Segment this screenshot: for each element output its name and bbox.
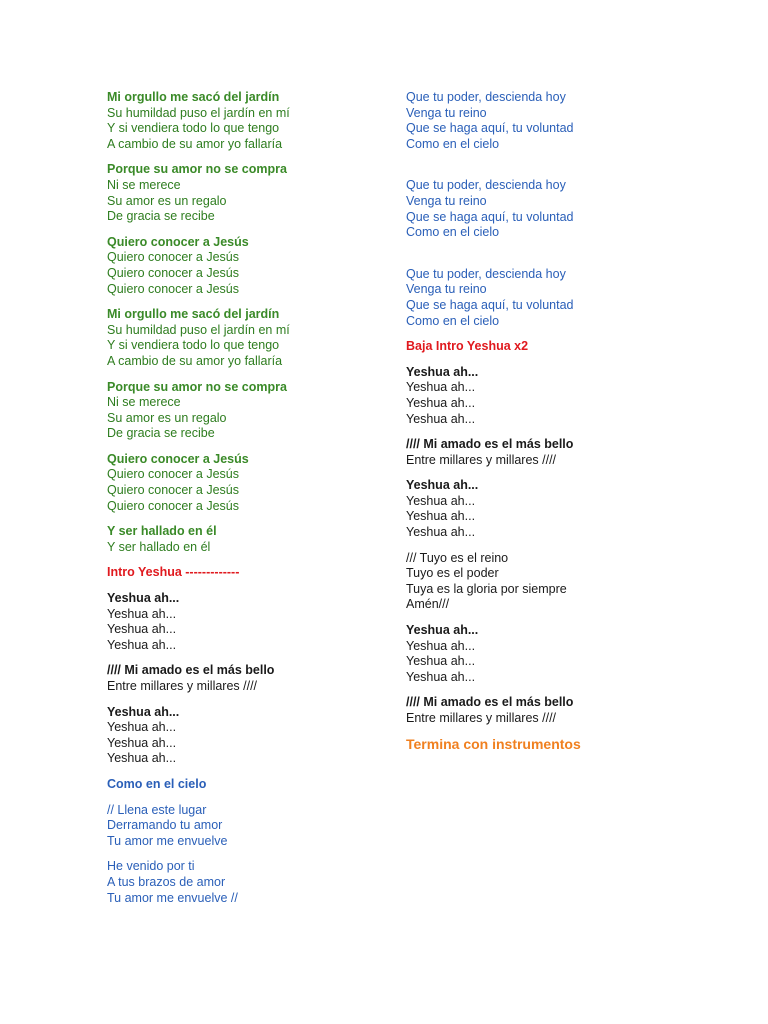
stanza-title: Mi orgullo me sacó del jardín (107, 90, 280, 104)
lyric-line: Quiero conocer a Jesús (107, 281, 240, 296)
stanza-title: Porque su amor no se compra (107, 379, 287, 394)
lyric-line: Yeshua ah... (107, 720, 177, 735)
lyric-line: Yeshua ah... (406, 411, 476, 426)
lyric-line: Quiero conocer a Jesús (107, 498, 240, 513)
lyric-line: De gracia se recibe (107, 426, 215, 441)
stanza-title: Quiero conocer a Jesús (107, 451, 249, 466)
stanza-poder-3 (406, 267, 706, 329)
stanza-title: Quiero conocer a Jesús (107, 234, 249, 249)
lyric-line: Entre millares y millares //// (107, 679, 258, 693)
lyric-line: Yeshua ah... (406, 509, 476, 524)
lyric-line: Su humildad puso el jardín en mí (107, 322, 290, 337)
lyric-line: Que tu poder, descienda hoy (406, 266, 566, 281)
section-termina (406, 737, 706, 753)
lyric-line: De gracia se recibe (107, 209, 215, 224)
lyric-line: Venga tu reino (406, 105, 487, 120)
lyric-line: Yeshua ah... (406, 525, 476, 540)
stanza-orgullo-1 (107, 90, 377, 152)
section-title: Como en el cielo (107, 776, 207, 791)
stanza-orgullo-2 (107, 307, 377, 369)
stanza-tuyo-es-el-reino (406, 551, 706, 613)
lyric-line: Tu amor me envuelve // (107, 890, 238, 905)
lyric-line: Yeshua ah... (107, 637, 177, 652)
lyric-line: Yeshua ah... (406, 669, 476, 684)
section-title: Baja Intro Yeshua x2 (406, 339, 529, 354)
stanza-hallado (107, 524, 377, 555)
stanza-quiero-2 (107, 452, 377, 514)
section-baja-intro (406, 339, 706, 355)
lyric-line: Y si vendiera todo lo que tengo (107, 121, 280, 136)
lyric-line: Quiero conocer a Jesús (107, 467, 240, 482)
lyric-line: Quiero conocer a Jesús (107, 265, 240, 280)
lyric-line: Su amor es un regalo (107, 410, 227, 425)
lyric-line: Yeshua ah... (406, 493, 476, 508)
right-column (406, 90, 706, 752)
stanza-title: Yeshua ah... (107, 704, 180, 719)
lyric-line: Yeshua ah... (107, 622, 177, 637)
lyric-line: Y si vendiera todo lo que tengo (107, 338, 280, 353)
lyric-line: Su amor es un regalo (107, 193, 227, 208)
stanza-yeshua-r2 (406, 478, 706, 540)
lyric-line: Como en el cielo (406, 136, 500, 151)
section-title: Termina con instrumentos (406, 735, 581, 752)
lyric-line: Yeshua ah... (406, 654, 476, 669)
stanza-title (107, 663, 377, 679)
lyric-line: Tu amor me envuelve (107, 833, 228, 848)
lyric-line: Venga tu reino (406, 193, 487, 208)
section-como-en-el-cielo (107, 777, 377, 793)
stanza-yeshua-r1 (406, 365, 706, 427)
lyric-line: Yeshua ah... (107, 751, 177, 766)
lyric-line: He venido por ti (107, 859, 195, 874)
lyric-line: Yeshua ah... (107, 606, 177, 621)
stanza-title: Porque su amor no se compra (107, 162, 287, 177)
lyric-line: Ni se merece (107, 177, 181, 192)
lyric-line: Amén/// (406, 597, 450, 612)
lyric-line: Que se haga aquí, tu voluntad (406, 121, 574, 136)
stanza-title: Yeshua ah... (406, 623, 479, 638)
stanza-title: //// Mi amado es el más bello (406, 695, 574, 710)
stanza-yeshua-r3 (406, 623, 706, 685)
section-intro-yeshua (107, 565, 377, 581)
repeat-marker: //// (107, 663, 121, 678)
lyric-line: Que se haga aquí, tu voluntad (406, 209, 574, 224)
lyric-line: Quiero conocer a Jesús (107, 250, 240, 265)
stanza-poder-1 (406, 90, 706, 152)
stanza-title: Yeshua ah... (406, 364, 479, 379)
stanza-title: Mi orgullo me sacó del jardín (107, 307, 280, 322)
stanza-porque-1 (107, 162, 377, 224)
stanza-title: Yeshua ah... (107, 591, 180, 606)
lyric-line: Tuyo es el poder (406, 566, 499, 581)
lyric-line: Y ser hallado en él (107, 539, 211, 554)
lyric-line: Yeshua ah... (406, 638, 476, 653)
lyric-line: Yeshua ah... (107, 735, 177, 750)
left-column (107, 90, 377, 906)
lyric-line: Su humildad puso el jardín en mí (107, 105, 290, 120)
stanza-quiero-1 (107, 235, 377, 297)
stanza-title: Yeshua ah... (406, 478, 479, 493)
lyric-line: A tus brazos de amor (107, 874, 226, 889)
stanza-venido (107, 859, 377, 906)
stanza-porque-2 (107, 380, 377, 442)
lyric-line: Yeshua ah... (406, 395, 476, 410)
stanza-llena (107, 803, 377, 850)
lyric-line: Como en el cielo (406, 313, 500, 328)
stanza-yeshua-1 (107, 591, 377, 653)
stanza-title: Y ser hallado en él (107, 524, 217, 539)
lyric-line: // Llena este lugar (107, 802, 207, 817)
stanza-title-text: Mi amado es el más bello (124, 663, 275, 678)
lyric-line: Derramando tu amor (107, 818, 223, 833)
lyric-line: Que se haga aquí, tu voluntad (406, 297, 574, 312)
lyric-line: Ni se merece (107, 395, 181, 410)
lyric-line: Quiero conocer a Jesús (107, 483, 240, 498)
stanza-amado-1 (107, 663, 377, 694)
lyric-line: Entre millares y millares //// (406, 711, 557, 725)
stanza-yeshua-2 (107, 705, 377, 767)
lyric-line: /// Tuyo es el reino (406, 550, 509, 565)
stanza-poder-2 (406, 178, 706, 240)
lyric-line: Tuya es la gloria por siempre (406, 581, 567, 596)
lyric-line: Yeshua ah... (406, 380, 476, 395)
lyric-line: A cambio de su amor yo fallaría (107, 353, 283, 368)
stanza-title: //// Mi amado es el más bello (406, 437, 574, 452)
stanza-amado-r2 (406, 695, 706, 726)
stanza-amado-r1 (406, 437, 706, 468)
lyric-line: Como en el cielo (406, 225, 500, 240)
lyric-line: A cambio de su amor yo fallaría (107, 136, 283, 151)
lyric-line: Entre millares y millares //// (406, 452, 557, 467)
lyric-line: Venga tu reino (406, 282, 487, 297)
lyric-line: Que tu poder, descienda hoy (406, 90, 566, 104)
section-title: Intro Yeshua ------------- (107, 565, 240, 580)
lyric-line: Que tu poder, descienda hoy (406, 178, 566, 193)
